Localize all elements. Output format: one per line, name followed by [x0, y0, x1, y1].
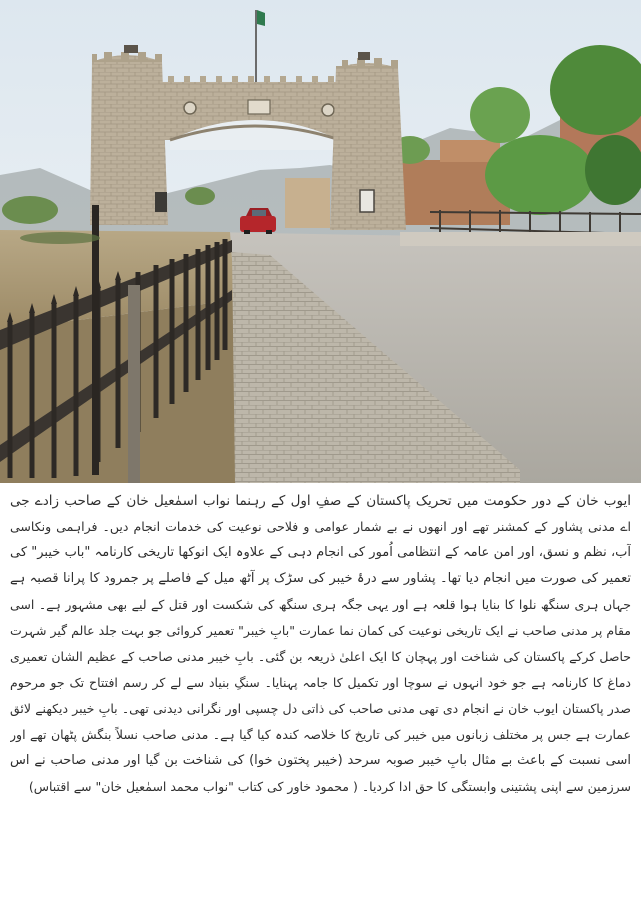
gate-sign — [360, 190, 374, 212]
building-behind-gate — [285, 178, 330, 228]
article-line: حاصل کرکے پاکستان کی شناخت اور پہچان کا ایک اعلیٰ ذریعہ بن گئی۔ بابِ خیبر مدنی صاحب کے عظیم الشان تعمیری — [10, 649, 631, 664]
article-line: آب، نظم و نسق، اور امن عامہ کے انتظامی اُمور کی انجام دہی کے علاوہ ایک انوکھا تاریخی کارنامہ "باب خیبر" کی — [10, 545, 631, 560]
article-line: سرزمین سے اپنی پشتینی وابستگی کا حق ادا کردیا۔ ( محمود خاور کی کتاب "نواب محمد اسمٰعیل خان" سے اقتباس) — [28, 779, 631, 794]
medallion-right — [322, 104, 334, 116]
article-line: مقام پر مدنی صاحب نے ایک تاریخی نوعیت کی کمان نما عمارت "بابِ خیبر" تعمیر کروائی جو بہت جلد عالم گیر شہرت — [10, 623, 631, 638]
curb-right — [400, 232, 641, 246]
article-line: عمارت ہے جس پر مختلف زبانوں میں خیبر کی تاریخ کا خلاصہ کندہ کیا گیا ہے۔ مدنی صاحب نسلاً بنگش پٹھان تھے اور — [10, 727, 631, 742]
article-line: تعمیر کی صورت میں انجام دیا تھا۔ پشاور سے درۂ خیبر کی سڑک پر آٹھ میل کے فاصلے پر جمرود کا پرانا قصبہ ہے — [10, 571, 631, 586]
medallion-left — [184, 102, 196, 114]
article-line: جہاں ہری سنگھ نلوا کا بنایا ہوا قلعہ ہے اور یہی جگہ ہری سنگھ کی شکست اور قتل کے لیے بھی مشہور ہے۔ اسی — [10, 597, 631, 612]
article-line: دماغ کا کارنامہ ہے جو خود انہوں نے سوچا اور تکمیل کا جامہ پہنایا۔ سنگِ بنیاد سے لے کر رسم افتتاح تک جو مرحوم — [10, 675, 631, 690]
gate-plaque — [248, 100, 270, 114]
article-line: اسی نسبت کے باعث بے مثال بابِ خیبر صوبہ سرحد (خیبر پختون خوا) کی شناخت بن گیا اور مدنی صاحب نے اس — [10, 753, 631, 768]
article-line: ایوب خان کے دور حکومت میں تحریک پاکستان کے صفِ اول کے رہنما نواب اسمٰعیل خان کے صاحب زادے جی — [10, 493, 631, 509]
article-line: صدر پاکستان ایوب خان نے انجام دی تھی مدنی صاحب کی ذاتی دل چسپی اور نگرانی دیدنی تھی۔ بابِ خیبر دیکھنے لائق — [10, 701, 631, 716]
article-text — [0, 484, 641, 914]
article-line: اے مدنی پشاور کے کمشنر تھے اور انھوں نے بے شمار عوامی و فلاحی نوعیت کی خدمات انجام دیں۔ فراہمی ونکاسی — [10, 519, 631, 534]
